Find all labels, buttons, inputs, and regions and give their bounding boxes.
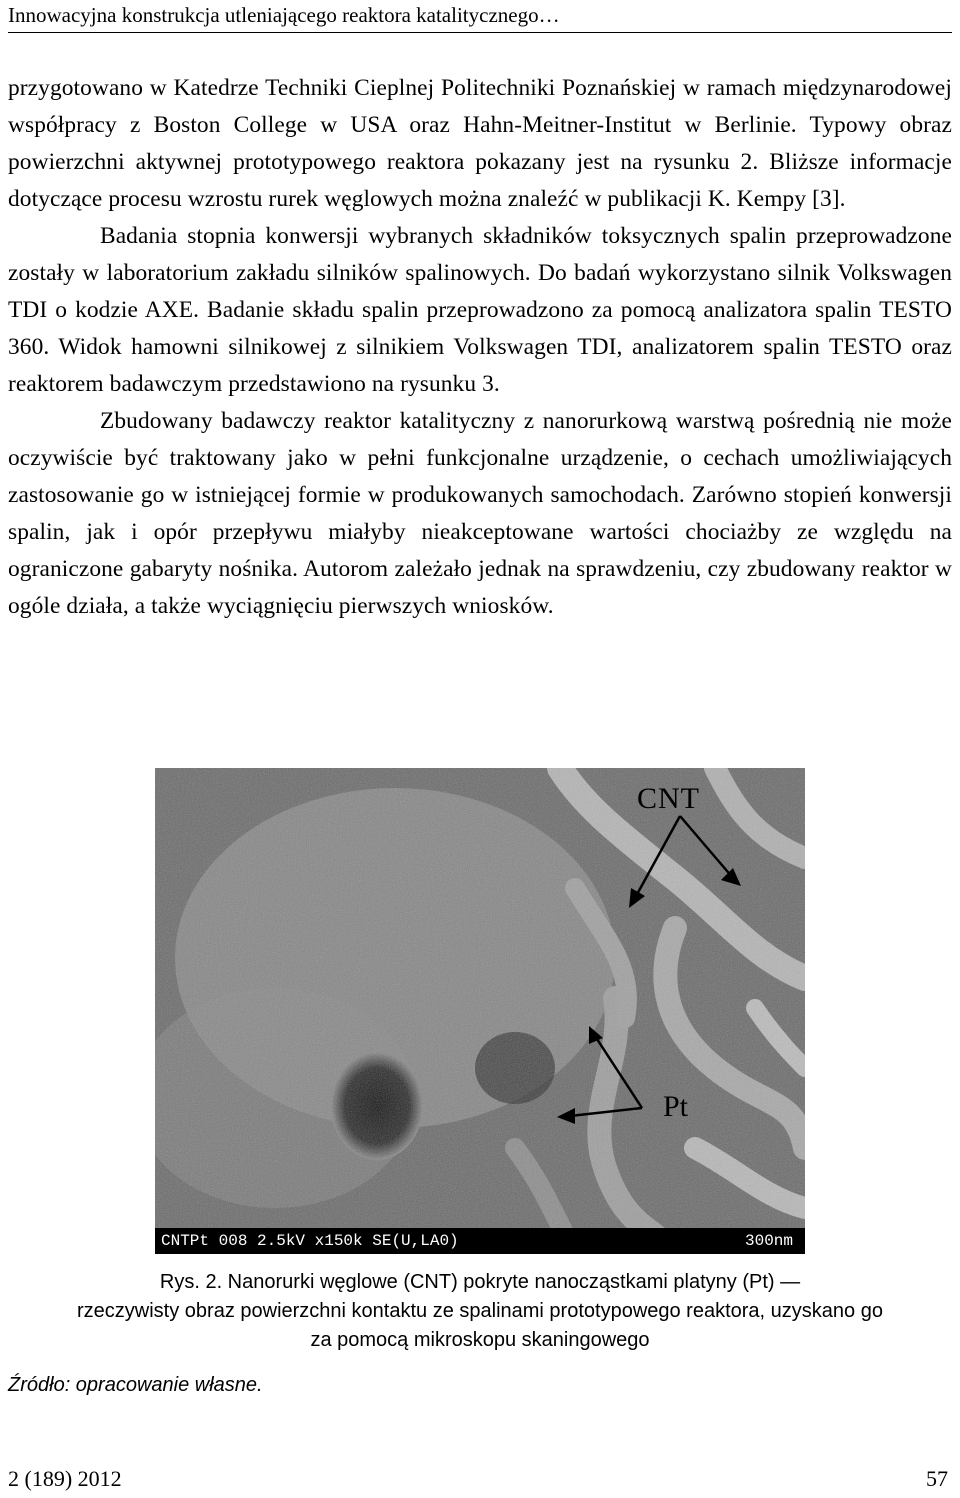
page-number: 57	[926, 1466, 948, 1491]
paragraph-1: przygotowano w Katedrze Techniki Cieplnej Politechniki Poznańskiej w ramach międzynarodowej współpracy z Boston College w USA oraz Hahn-Meitner-Institut w Berlinie. Typowy obraz powierzchni aktywnej prototypowego reaktora pokazany jest na rysunku 2. Bliższe informacje dotyczące procesu wzrostu rurek węglowych można znaleźć w publikacji K. Kempy [3].	[8, 75, 952, 212]
caption-line-3: za pomocą mikroskopu skaningowego	[310, 1329, 650, 1351]
scale-bar-label: 300nm	[744, 1232, 793, 1250]
body-text	[8, 70, 952, 625]
pt-label: Pt	[663, 1090, 689, 1123]
figure-source: Źródło: opracowanie własne.	[8, 1374, 263, 1396]
caption-line-2: rzeczywisty obraz powierzchni kontaktu ze spalinami prototypowego reaktora, uzyskano go	[77, 1300, 883, 1322]
running-header	[8, 0, 952, 33]
cnt-label: CNT	[637, 782, 700, 815]
issue-number: 2 (189) 2012	[8, 1466, 122, 1491]
caption-line-1: Rys. 2. Nanorurki węglowe (CNT) pokryte nanocząstkami platyny (Pt) —	[159, 1271, 801, 1293]
paragraph-2: Badania stopnia konwersji wybranych składników toksycznych spalin przeprowadzone zostały w laboratorium zakładu silników spalinowych. Do badań wykorzystano silnik Volkswagen TDI o kodzie AXE. Badanie składu spalin przeprowadzono za pomocą analizatora spalin TESTO 360. Widok hamowni silnikowej z silnikiem Volkswagen TDI, analizatorem spalin TESTO oraz reaktorem badawczym przedstawiono na rysunku 3.	[8, 223, 952, 397]
running-title: Innowacyjna konstrukcja utleniającego reaktora katalitycznego…	[8, 3, 560, 27]
sem-info-bar	[155, 1228, 805, 1254]
sem-image-graphic	[155, 768, 805, 1254]
paragraph-3: Zbudowany badawczy reaktor katalityczny z nanorurkową warstwą pośrednią nie może oczywiście być traktowany jako w pełni funkcjonalne urządzenie, o cechach umożliwiających zastosowanie go w istniejącej formie w produkowanych samochodach. Zarówno stopień konwersji spalin, jak i opór przepływu miałyby nieakceptowane wartości chociażby ze względu na ograniczone gabaryty nośnika. Autorom zależało jednak na sprawdzeniu, czy zbudowany reaktor w ogóle działa, a także wyciągnięciu pierwszych wniosków.	[8, 408, 952, 619]
sem-micrograph	[155, 768, 805, 1254]
figure-caption	[8, 1268, 952, 1355]
sem-parameters: CNTPt 008 2.5kV x150k SE(U,LA0)	[161, 1232, 459, 1250]
